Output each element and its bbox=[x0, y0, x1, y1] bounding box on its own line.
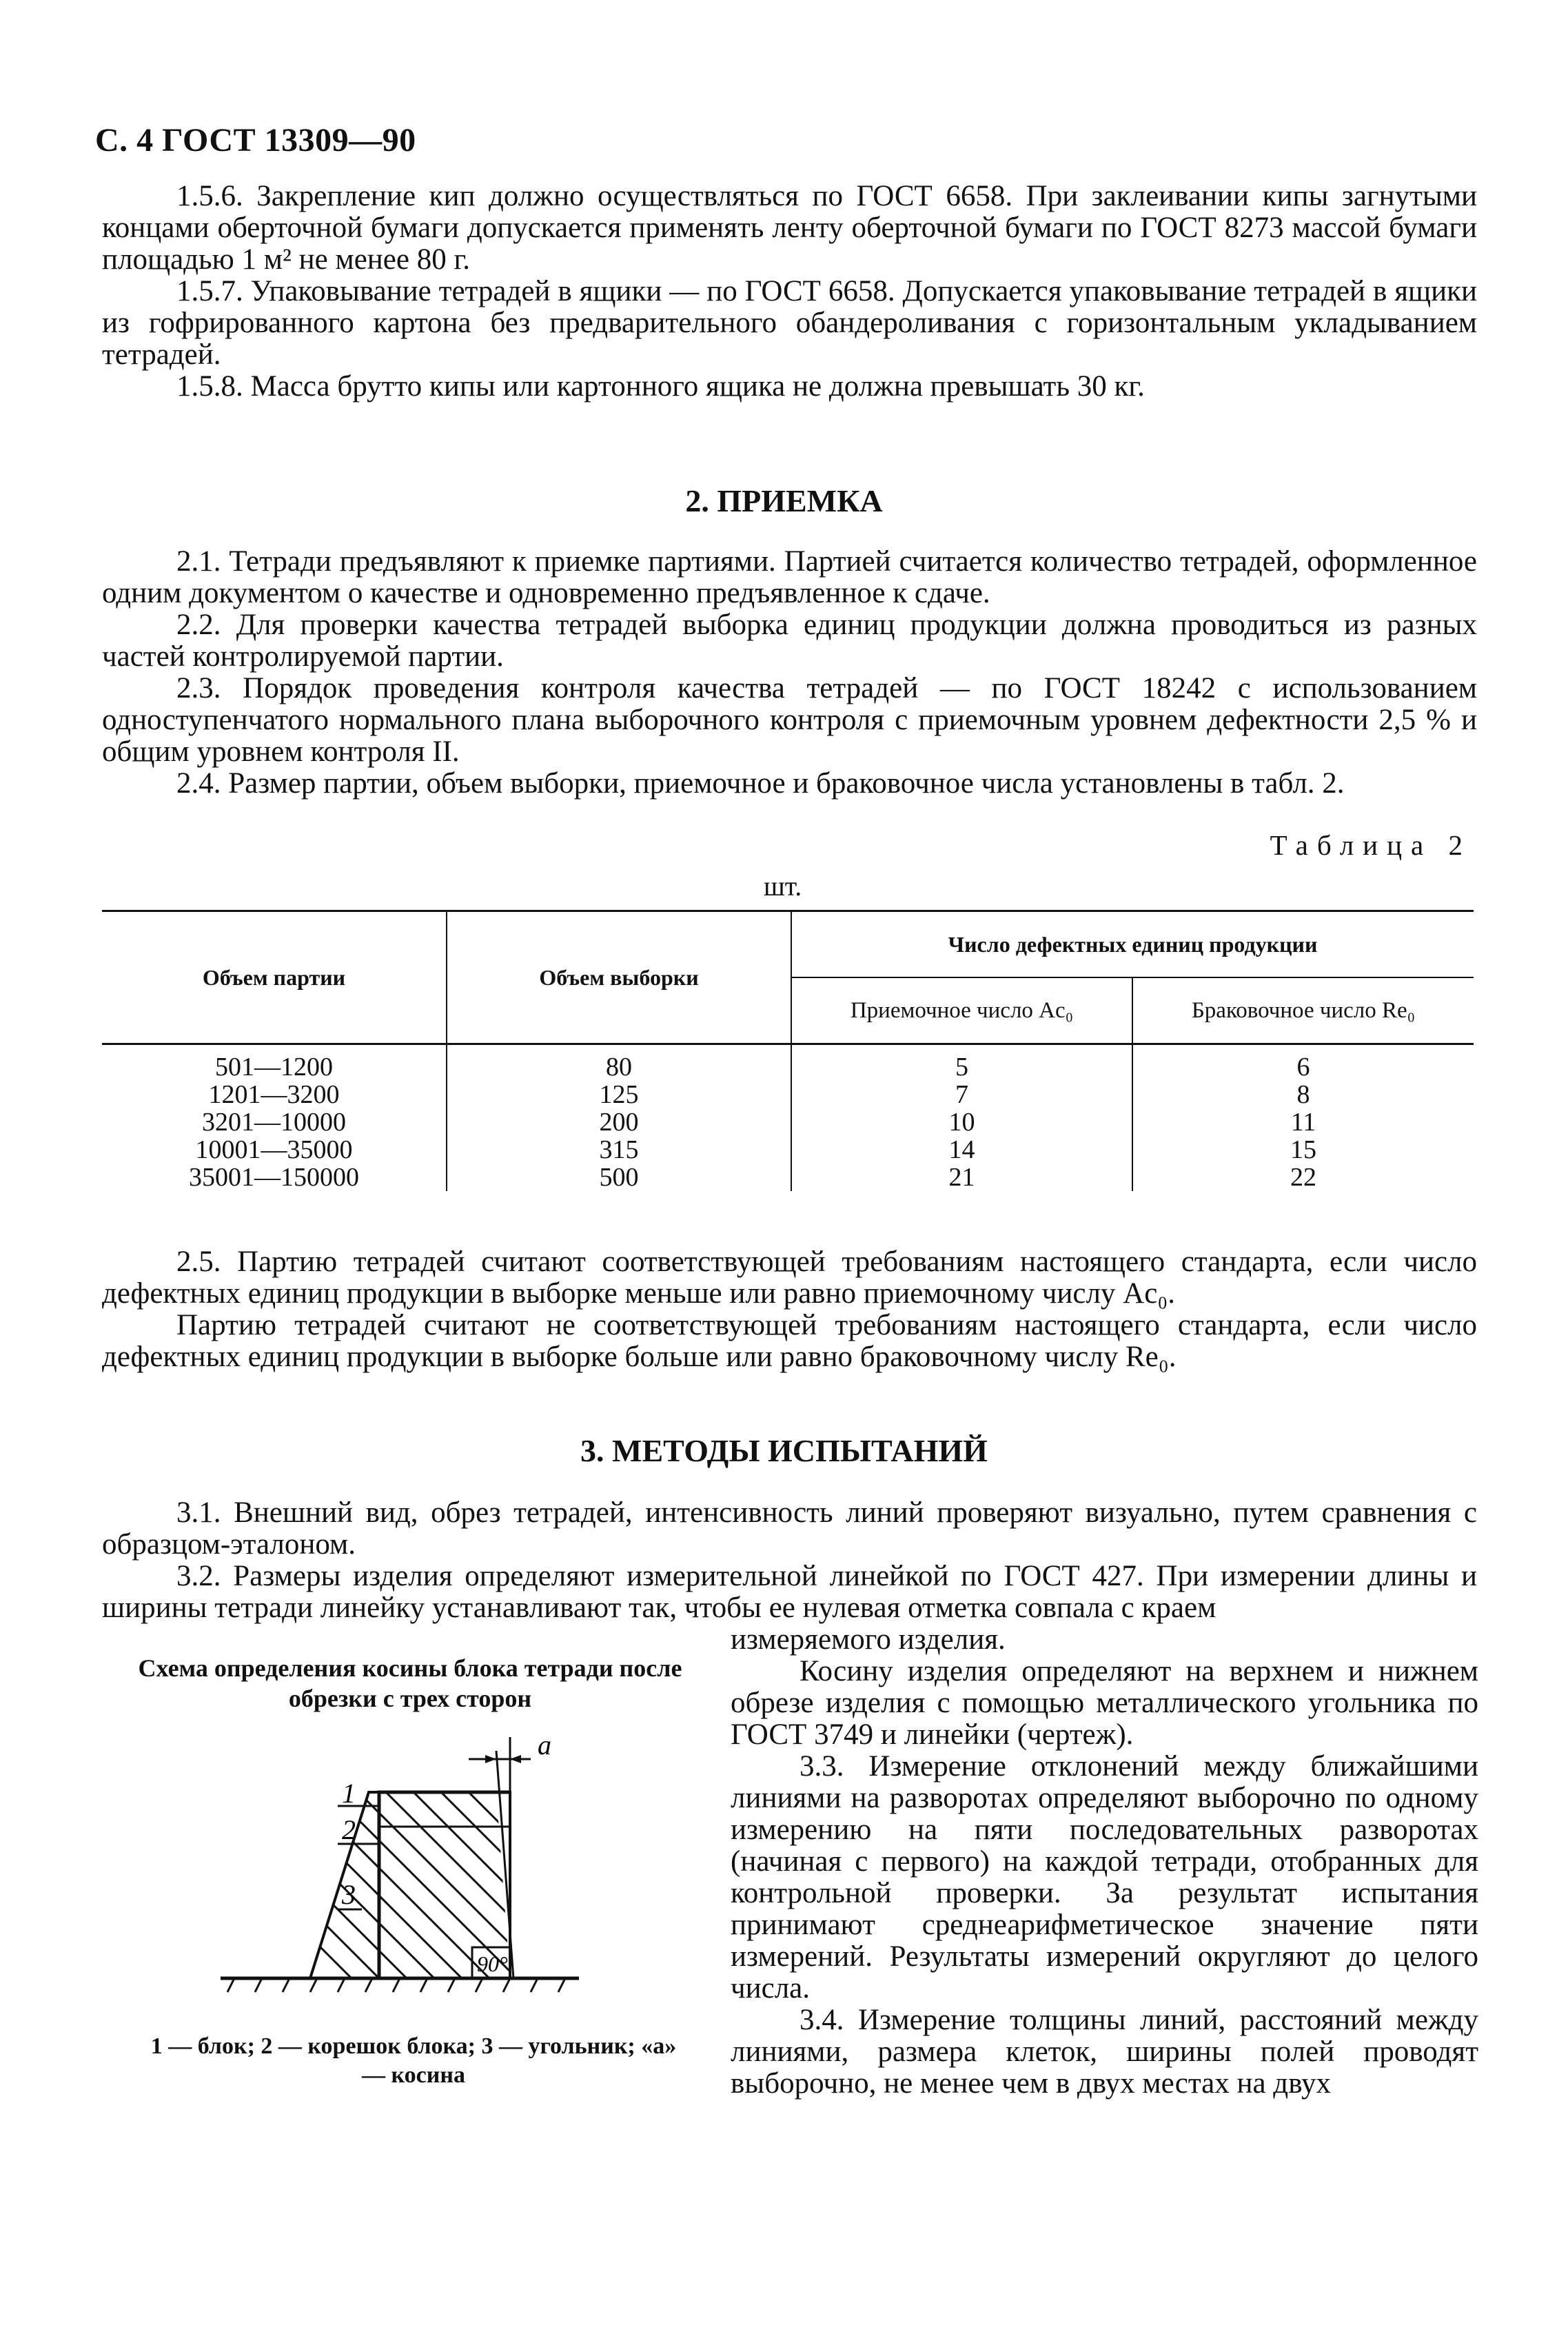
hatching bbox=[276, 1723, 593, 2013]
paragraph-2-5: 2.5. Партию тетрадей считают соответствующей требованиям настоящего стандарта, если число дефектных единиц продукции в выборке меньше или равно приемочному числу Ac₀. bbox=[102, 1246, 1477, 1310]
table-cell: 7 bbox=[791, 1081, 1132, 1108]
table-cell: 3201—10000 bbox=[102, 1108, 447, 1136]
table-cell: 8 bbox=[1296, 1080, 1310, 1109]
table-body bbox=[102, 1044, 1474, 1192]
section-2-5-block bbox=[102, 1246, 1477, 1373]
table-cell: 14 bbox=[791, 1136, 1132, 1164]
table-cell: 10001—35000 bbox=[102, 1136, 447, 1164]
paragraph-1-5-6: 1.5.6. Закрепление кип должно осуществляться по ГОСТ 6658. При заклеивании кипы загнутыми концами оберточной бумаги допускается применять ленту оберточной бумаги по ГОСТ 8273 массой бумаги площадью 1 м² не менее 80 г. bbox=[102, 180, 1477, 276]
table-cell: 11 bbox=[1290, 1108, 1316, 1137]
table-cell: 125 bbox=[447, 1081, 791, 1108]
paragraph-3-2-skew: Косину изделия определяют на верхнем и нижнем обрезе изделия с помощью металлического угольника по ГОСТ 3749 и линейки (чертеж). bbox=[731, 1655, 1478, 1751]
paragraph-1-5-7: 1.5.7. Упаковывание тетрадей в ящики — по ГОСТ 6658. Допускается упаковывание тетрадей в ящики из гофрированного картона без предварительного обандероливания с горизонтальным укладыванием тетрадей. bbox=[102, 275, 1477, 371]
paragraph-2-2: 2.2. Для проверки качества тетрадей выборка единиц продукции должна проводиться из разных частей контролируемой партии. bbox=[102, 609, 1477, 673]
table-cell: 501—1200 bbox=[102, 1044, 447, 1082]
paragraph-3-2: 3.2. Размеры изделия определяют измерительной линейкой по ГОСТ 427. При измерении длины и ширины тетради линейку устанавливают так, чтобы ее нулевая отметка совпала с краем bbox=[102, 1560, 1477, 1624]
label-a: a bbox=[538, 1729, 551, 1760]
paragraph-1-5-8: 1.5.8. Масса брутто кипы или картонного ящика не должна превышать 30 кг. bbox=[176, 370, 1145, 403]
table-cell: 500 bbox=[447, 1164, 791, 1191]
section-3-block bbox=[102, 1497, 1477, 1624]
paragraph-3-4: 3.4. Измерение толщины линий, расстояний между линиями, размера клеток, ширины полей проводят выборочно, не менее чем в двух местах на двух bbox=[731, 2004, 1478, 2100]
table-header-acceptance-number: Приемочное число Ac₀ bbox=[791, 977, 1132, 1044]
figure-caption: 1 — блок; 2 — корешок блока; 3 — угольник; «a» — косина bbox=[150, 2033, 677, 2088]
paragraph-3-1: 3.1. Внешний вид, обрез тетрадей, интенсивность линий проверяют визуально, путем сравнения с образцом-эталоном. bbox=[102, 1496, 1477, 1561]
section-2-title: 2. ПРИЕМКА bbox=[685, 483, 883, 518]
section-2-block bbox=[102, 546, 1477, 800]
label-3: 3 bbox=[342, 1879, 356, 1910]
label-angle: 90° bbox=[477, 1951, 508, 1976]
table-2 bbox=[102, 910, 1474, 1191]
table-row bbox=[102, 1164, 1474, 1191]
arrow-left-icon bbox=[485, 1755, 496, 1763]
label-1: 1 bbox=[342, 1778, 356, 1809]
table-header-sample-size: Объем выборки bbox=[447, 911, 791, 1044]
paragraph-2-1: 2.1. Тетради предъявляют к приемке партиями. Партией считается количество тетрадей, оформленное одним документом о качестве и одновременно предъявленное к сдаче. bbox=[102, 545, 1477, 609]
paragraph-2-5-cont: Партию тетрадей считают не соответствующей требованиям настоящего стандарта, если число дефектных единиц продукции в выборке больше или равно браковочному числу Re₀. bbox=[102, 1309, 1477, 1373]
table-header-lot-size: Объем партии bbox=[102, 911, 447, 1044]
table-cell: 15 bbox=[1290, 1135, 1316, 1164]
table-cell: 1201—3200 bbox=[102, 1081, 447, 1108]
table-unit: шт. bbox=[764, 871, 802, 902]
table-caption: Таблица 2 bbox=[1270, 829, 1472, 861]
skew-diagram bbox=[207, 1723, 593, 2013]
ground-hatching bbox=[227, 1978, 565, 1992]
table-cell: 35001—150000 bbox=[102, 1164, 447, 1191]
table-header-rejection-number: Браковочное число Re₀ bbox=[1132, 977, 1474, 1044]
paragraph-3-2-continued: измеряемого изделия. bbox=[731, 1623, 1006, 1656]
table-cell: 5 bbox=[791, 1044, 1132, 1082]
label-2: 2 bbox=[342, 1814, 356, 1845]
arrow-right-icon bbox=[510, 1755, 521, 1763]
table-row bbox=[102, 1081, 1474, 1108]
table-cell: 21 bbox=[791, 1164, 1132, 1191]
right-column bbox=[731, 1624, 1478, 2100]
table-row bbox=[102, 1044, 1474, 1082]
paragraph-2-4: 2.4. Размер партии, объем выборки, приемочное и браковочное числа установлены в табл. 2. bbox=[176, 767, 1345, 800]
table-cell: 22 bbox=[1290, 1163, 1316, 1192]
table-cell: 6 bbox=[1296, 1053, 1310, 1082]
section-3-title: 3. МЕТОДЫ ИСПЫТАНИЙ bbox=[580, 1433, 988, 1468]
table-row bbox=[102, 1108, 1474, 1136]
table-cell: 315 bbox=[447, 1136, 791, 1164]
table-cell: 10 bbox=[791, 1108, 1132, 1136]
paragraph-2-3: 2.3. Порядок проведения контроля качества тетрадей — по ГОСТ 18242 с использованием одноступенчатого нормального плана выборочного контроля с приемочным уровнем дефектности 2,5 % и общим уровнем контроля II. bbox=[102, 672, 1477, 768]
paragraph-3-3: 3.3. Измерение отклонений между ближайшими линиями на разворотах определяют выборочно по одному измерению на пяти последовательных разворотах (начиная с первого) на каждой тетради, отобранных для контрольной проверки. За результат испытания принимают среднеарифметическое значение пяти измерений. Результаты измерений округляют до целого числа. bbox=[731, 1750, 1478, 2004]
page-header: С. 4 ГОСТ 13309—90 bbox=[95, 122, 416, 159]
table-row bbox=[102, 1136, 1474, 1164]
table-header-defects-group: Число дефектных единиц продукции bbox=[791, 911, 1474, 978]
table-cell: 200 bbox=[447, 1108, 791, 1136]
figure-title: Схема определения косины блока тетради после обрезки с трех сторон bbox=[138, 1654, 682, 1712]
section-1-5-block bbox=[102, 181, 1477, 403]
table-cell: 80 bbox=[447, 1044, 791, 1082]
